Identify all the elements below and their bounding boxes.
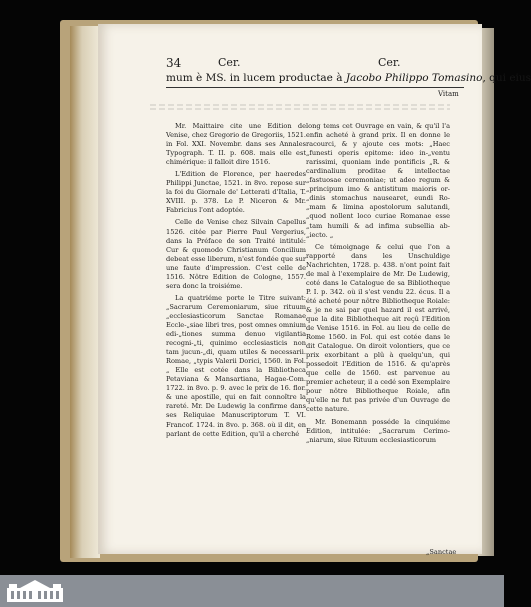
- right-column: [306, 122, 450, 448]
- left-column: [166, 122, 306, 442]
- library-building-icon: [6, 579, 64, 603]
- page-edges-left: [70, 26, 100, 558]
- page-number: 34: [166, 56, 182, 70]
- paragraph: Mr. Maittaire cite une Edition de Venise, chez Gregorio de Gregoriis, 1521. in Fol. XXI. Novembr. dans ses Annales Typograph. T. II. p. 608. mais elle est chimérique: il falloit dire 1516.: [166, 122, 306, 167]
- catchword-top: Vitam: [438, 90, 459, 98]
- running-title-prefix: mum è MS. in lucem productae à: [166, 72, 346, 84]
- catchword-bottom: „Sanctae: [426, 548, 457, 556]
- running-head-right: Cer.: [378, 56, 401, 69]
- paragraph: L'Edition de Florence, per haeredes Philippi Junctae, 1521. in 8vo. repose sur la foi du Giornale de' Letterati d'Italia, T. XVIII. p. 378. Le P. Niceron & Mr. Fabricius l'ont adoptée.: [166, 170, 306, 215]
- running-title: [166, 72, 531, 84]
- paragraph: Celle de Venise chez Silvain Capellus 1526. citée par Pierre Paul Vergerius, dans la Préface de son Traité intitulé: Cur & quomodo Christianum Concilium debeat esse liberum, n'est fondée que sur une faute d'impression. C'est celle de 1516. Nôtre Edition de Cologne, 1557. sera donc la troisiéme.: [166, 218, 306, 290]
- paragraph: La quatriéme porte le Titre suivant: „Sacrarum Ceremoniarum, siue rituum „ecclesiasticorum Sanctae Romanae Eccle-„siae libri tres, post omnes omnium edi-„tiones summa denuo vigilantia recogni-„ti, quinimo ecclesiasticis non tam jucun-„di, quam utiles & necessarii. Romae, „typis Valerii Dorici, 1560. in Fol. „ Elle est cotée dans la Bibliotheca Petaviana & Mansartiana, Hagae-Com. 1722. in 8vo. p. 9. avec le prix de 16. flor. & une apostille, qui en fait connoître la rareté. Mr. De Ludewig la confirme dans ses Reliquiae Manuscriptorum T. VI. Francof. 1724. in 8vo. p. 368. où il dit, en parlant de cette Edition, qu'il a cherché: [166, 293, 306, 438]
- paragraph: Ce témoignage & celui que l'on a rapporté dans les Unschuldige Nachrichten, 1728. p. 438. n'ont point fait de mal à l'exemplaire de Mr. De Ludewig, coté dans le Catalogue de sa Bibliotheque P. I. p. 342. où il s'est vendu 22. écus. Il a été acheté pour nôtre Bibliotheque Roiale: & je ne sai par quel hazard il est arrivé, que la dite Bibliotheque ait reçû l'Edition de Venise 1516. in Fol. au lieu de celle de Rome 1560. in Fol. qui est cotée dans le dit Catalogue. On diroit volontiers, que ce prix exorbitant a plû à quelqu'un, qui possedoit l'Edition de 1516. & qu'après que celle de 1560. est parvenue au premier acheteur, il a cedé son Exemplaire pour nôtre Bibliotheque Roiale, afin qu'elle ne fut pas privée d'un Ouvrage de cette nature.: [306, 242, 450, 414]
- footer-bar: [0, 575, 504, 607]
- header-rule: [166, 87, 464, 88]
- running-title-name: Jacobo Philippo Tomasino: [345, 72, 483, 84]
- show-through-text: [150, 104, 450, 112]
- running-head-left: Cer.: [218, 56, 241, 69]
- running-title-suffix: , qui eius: [482, 72, 531, 84]
- paragraph: long tems cet Ouvrage en vain, & qu'il l'a enfin acheté à grand prix. Il en donne le racourci, & y ajoute ces mots: „Haec „funesti operis epitome: ideo in-„ventu rarissimi, quoniam inde pontificis „R. & cardinalium proditae & intellectae „fastuosae ceremoniae; ut adeo regum & „principum imo & antistitum maioris or-„dinis stomachus nausearet, eundi Ro-„mam & limina apostolorum salutandi, „quod nollent loco curiae Romanae esse „tam humili & ad infima subsellia ab-„iecto. „: [306, 122, 450, 239]
- paragraph: Mr. Bonemann posséde la cinquiéme Edition, intitulée: „Sacrarum Cerimo-„niarum, siue Rituum ecclesiasticorum: [306, 417, 450, 444]
